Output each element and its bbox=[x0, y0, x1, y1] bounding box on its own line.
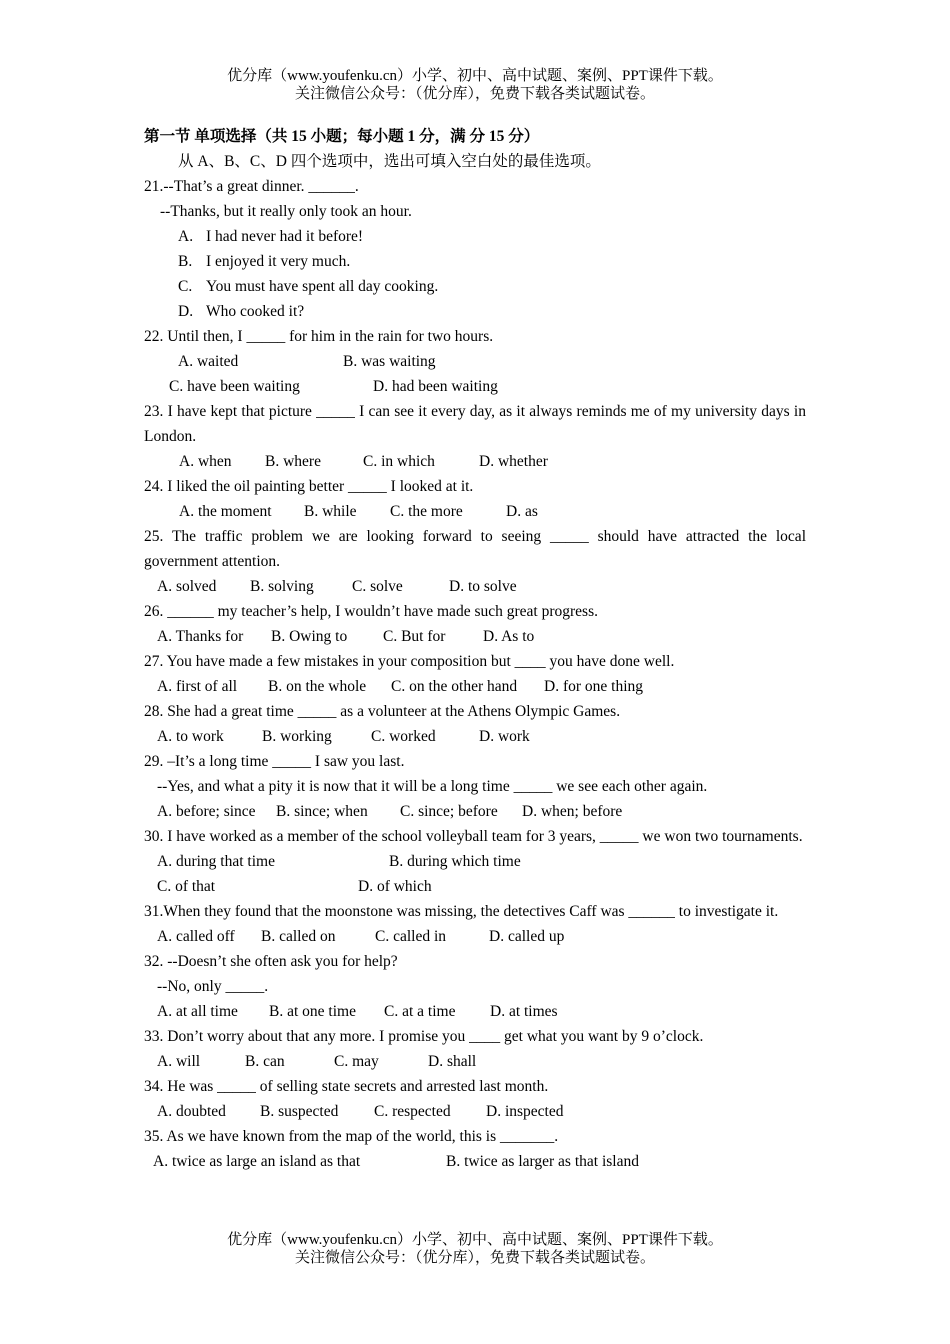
question-23-option-c: C. in which bbox=[363, 453, 435, 470]
section-title: 第一节 单项选择（共 15 小题；每小题 1 分，满 分 15 分） bbox=[144, 128, 540, 145]
footer-line-1: 优分库（www.youfenku.cn）小学、初中、高中试题、案例、PPT课件下载。 bbox=[227, 1232, 723, 1248]
question-22-stem: 22. Until then, I _____ for him in the rain for two hours. bbox=[144, 328, 494, 345]
question-27-option-a: A. first of all bbox=[157, 678, 238, 695]
question-33-options bbox=[144, 1049, 806, 1074]
question-30-options-row1 bbox=[144, 849, 806, 874]
question-29-options bbox=[144, 799, 806, 824]
question-24-option-c: C. the more bbox=[390, 503, 463, 520]
question-30-option-c: C. of that bbox=[157, 878, 216, 895]
question-29-option-d: D. when; before bbox=[522, 803, 623, 820]
question-23-stem: 23. I have kept that picture _____ I can see it every day, as it always reminds me of my university days in London. bbox=[144, 403, 806, 445]
question-31-option-a: A. called off bbox=[157, 928, 235, 945]
question-33-option-a: A. will bbox=[157, 1053, 201, 1070]
header-line-2: 关注微信公众号：（优分库），免费下载各类试题试卷。 bbox=[294, 86, 655, 102]
question-32-option-b: B. at one time bbox=[269, 1003, 356, 1020]
question-22-options-row1 bbox=[144, 349, 806, 374]
question-22-options-row2 bbox=[144, 374, 806, 399]
question-34-option-a: A. doubted bbox=[157, 1103, 226, 1120]
question-23-option-d: D. whether bbox=[479, 453, 548, 470]
question-21-option-a: A. I had never had it before! bbox=[178, 228, 364, 245]
question-21-reply: --Thanks, but it really only took an hour. bbox=[160, 203, 412, 220]
question-32-option-d: D. at times bbox=[490, 1003, 558, 1020]
question-24-stem: 24. I liked the oil painting better _____ I looked at it. bbox=[144, 478, 474, 495]
question-30-option-b: B. during which time bbox=[389, 853, 521, 870]
question-30-option-d: D. of which bbox=[358, 878, 432, 895]
question-33-option-b: B. can bbox=[245, 1053, 285, 1070]
question-25-option-a: A. solved bbox=[157, 578, 217, 595]
question-31-options bbox=[144, 924, 806, 949]
question-35-stem: 35. As we have known from the map of the world, this is _______. bbox=[144, 1128, 559, 1145]
question-33-stem: 33. Don’t worry about that any more. I promise you ____ get what you want by 9 o’clock. bbox=[144, 1028, 704, 1045]
question-25-stem: 25. The traffic problem we are looking forward to seeing _____ should have attracted the local government attention. bbox=[144, 528, 806, 570]
question-28-options bbox=[144, 724, 806, 749]
question-28-option-d: D. work bbox=[479, 728, 530, 745]
question-23-option-b: B. where bbox=[265, 453, 321, 470]
footer-line-2: 关注微信公众号：（优分库），免费下载各类试题试卷。 bbox=[294, 1250, 655, 1266]
question-32-option-a: A. at all time bbox=[157, 1003, 238, 1020]
question-33-option-c: C. may bbox=[334, 1053, 379, 1070]
question-24-options bbox=[144, 499, 806, 524]
question-30-stem: 30. I have worked as a member of the school volleyball team for 3 years, _____ we won two tournaments. bbox=[144, 828, 803, 845]
question-21-option-b: B. I enjoyed it very much. bbox=[178, 253, 351, 270]
question-26-option-a: A. Thanks for bbox=[157, 628, 244, 645]
question-21-option-d: D. Who cooked it? bbox=[178, 303, 305, 320]
question-31-option-d: D. called up bbox=[489, 928, 565, 945]
question-35-option-a: A. twice as large an island as that bbox=[153, 1153, 361, 1170]
question-22-option-d: D. had been waiting bbox=[373, 378, 498, 395]
question-32-reply: --No, only _____. bbox=[157, 978, 269, 995]
page-footer bbox=[0, 1231, 950, 1267]
question-21-option-c: C. You must have spent all day cooking. bbox=[178, 278, 439, 295]
question-30-options-row2 bbox=[144, 874, 806, 899]
question-31-option-c: C. called in bbox=[375, 928, 447, 945]
question-28-option-b: B. working bbox=[262, 728, 332, 745]
question-25-options bbox=[144, 574, 806, 599]
question-30-option-a: A. during that time bbox=[157, 853, 275, 870]
question-21-options bbox=[144, 224, 806, 324]
question-28-option-a: A. to work bbox=[157, 728, 224, 745]
question-32-options bbox=[144, 999, 806, 1024]
question-32-stem: 32. --Doesn’t she often ask you for help? bbox=[144, 953, 398, 970]
question-27-option-c: C. on the other hand bbox=[391, 678, 518, 695]
question-25-option-c: C. solve bbox=[352, 578, 403, 595]
question-23-options bbox=[144, 449, 806, 474]
question-34-option-b: B. suspected bbox=[260, 1103, 339, 1120]
question-29-stem: 29. –It’s a long time _____ I saw you last. bbox=[144, 753, 405, 770]
question-34-option-d: D. inspected bbox=[486, 1103, 564, 1120]
question-26-option-d: D. As to bbox=[483, 628, 535, 645]
section-instruction: 从 A、B、C、D 四个选项中，选出可填入空白处的最佳选项。 bbox=[178, 153, 601, 170]
question-26-option-b: B. Owing to bbox=[271, 628, 348, 645]
question-25-option-d: D. to solve bbox=[449, 578, 517, 595]
question-23-option-a: A. when bbox=[179, 453, 232, 470]
question-31-option-b: B. called on bbox=[261, 928, 336, 945]
question-28-option-c: C. worked bbox=[371, 728, 436, 745]
question-29-option-a: A. before; since bbox=[157, 803, 256, 820]
question-26-options bbox=[144, 624, 806, 649]
question-22-option-a: A. waited bbox=[178, 353, 239, 370]
question-31-stem: 31.When they found that the moonstone was missing, the detectives Caff was ______ to investigate it. bbox=[144, 903, 779, 920]
question-24-option-d: D. as bbox=[506, 503, 538, 520]
question-34-stem: 34. He was _____ of selling state secrets and arrested last month. bbox=[144, 1078, 549, 1095]
question-24-option-a: A. the moment bbox=[179, 503, 272, 520]
question-21-stem: 21.--That’s a great dinner. ______. bbox=[144, 178, 359, 195]
question-24-option-b: B. while bbox=[304, 503, 357, 520]
question-22-option-c: C. have been waiting bbox=[169, 378, 300, 395]
question-27-stem: 27. You have made a few mistakes in your composition but ____ you have done well. bbox=[144, 653, 675, 670]
question-34-options bbox=[144, 1099, 806, 1124]
question-29-option-c: C. since; before bbox=[400, 803, 498, 820]
question-28-stem: 28. She had a great time _____ as a volunteer at the Athens Olympic Games. bbox=[144, 703, 621, 720]
question-34-option-c: C. respected bbox=[374, 1103, 451, 1120]
header-line-1: 优分库（www.youfenku.cn）小学、初中、高中试题、案例、PPT课件下载。 bbox=[227, 68, 723, 84]
question-26-option-c: C. But for bbox=[383, 628, 446, 645]
question-25-option-b: B. solving bbox=[250, 578, 314, 595]
question-27-options bbox=[144, 674, 806, 699]
question-29-option-b: B. since; when bbox=[276, 803, 368, 820]
question-22-option-b: B. was waiting bbox=[343, 353, 436, 370]
page-header bbox=[0, 67, 950, 103]
question-35-options bbox=[144, 1149, 806, 1174]
question-35-option-b: B. twice as larger as that island bbox=[446, 1153, 639, 1170]
exam-body bbox=[144, 124, 806, 1174]
question-29-reply: --Yes, and what a pity it is now that it will be a long time _____ we see each other again. bbox=[157, 778, 708, 795]
question-33-option-d: D. shall bbox=[428, 1053, 477, 1070]
question-26-stem: 26. ______ my teacher’s help, I wouldn’t have made such great progress. bbox=[144, 603, 598, 620]
question-27-option-b: B. on the whole bbox=[268, 678, 367, 695]
question-27-option-d: D. for one thing bbox=[544, 678, 644, 695]
question-32-option-c: C. at a time bbox=[384, 1003, 456, 1020]
